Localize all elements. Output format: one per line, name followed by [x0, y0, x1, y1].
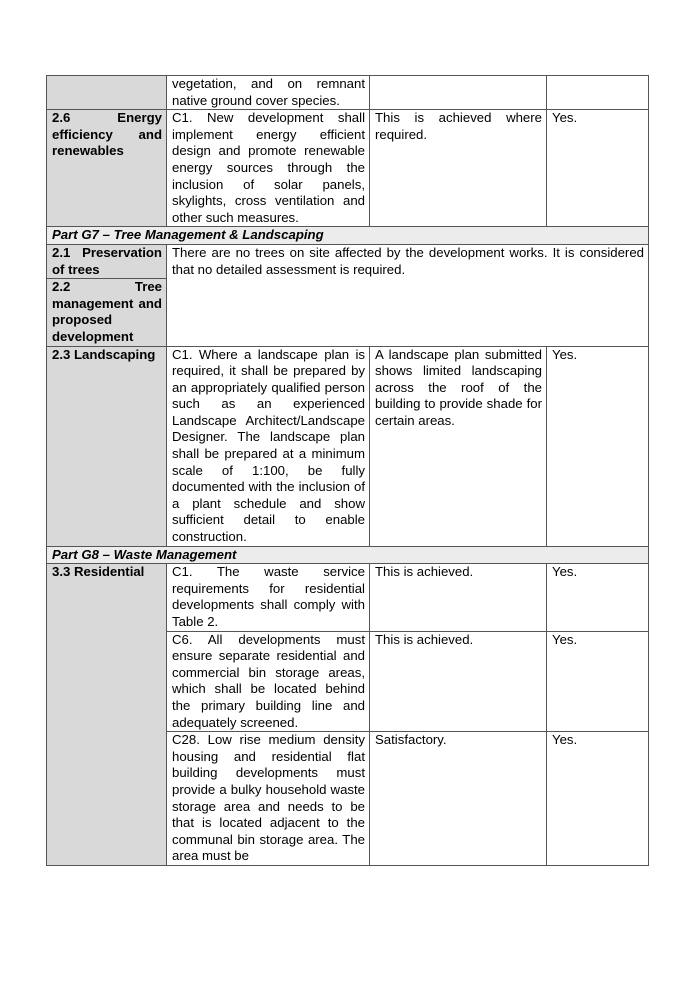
response-cell: [370, 76, 547, 110]
heading-cell: 3.3 Residential: [47, 564, 167, 866]
section-title: Part G7 – Tree Management & Landscaping: [47, 227, 649, 245]
response-cell: This is achieved.: [370, 564, 547, 631]
heading-tree-management: 2.2 Tree management and proposed development: [47, 278, 166, 345]
response-cell: A landscape plan submitted shows limited landscaping across the roof of the building to provide shade for certain areas.: [370, 346, 547, 546]
control-cell: C1. Where a landscape plan is required, it shall be prepared by an appropriately qualified person such as an experienced Landscape Architect/Landscape Designer. The landscape plan shall be prepared at a minimum scale of 1:100, be fully documented with the inclusion of a plant schedule and show sufficient detail to enable construction.: [167, 346, 370, 546]
complies-cell: Yes.: [547, 110, 649, 227]
section-title: Part G8 – Waste Management: [47, 546, 649, 564]
control-cell: C28. Low rise medium density housing and residential flat building developments must provide a bulky household waste storage area and needs to be that is located adjacent to the communal bin storage area. The area must be: [167, 732, 370, 866]
control-cell: vegetation, and on remnant native ground cover species.: [167, 76, 370, 110]
section-row: [47, 227, 649, 245]
complies-cell: Yes.: [547, 732, 649, 866]
complies-cell: Yes.: [547, 564, 649, 631]
control-cell: C1. The waste service requirements for residential developments shall comply with Table 2.: [167, 564, 370, 631]
response-cell: This is achieved.: [370, 631, 547, 732]
dcp-compliance-table: [46, 75, 649, 866]
complies-cell: [547, 76, 649, 110]
heading-preservation: 2.1 Preservation of trees: [52, 244, 162, 277]
heading-cell: 2.6 Energy efficiency and renewables: [47, 110, 167, 227]
table-row: [47, 76, 649, 110]
control-cell: C1. New development shall implement energy efficient design and promote renewable energy sources through the inclusion of solar panels, skylights, cross ventilation and other such measures.: [167, 110, 370, 227]
heading-cell: [47, 76, 167, 110]
control-cell: C6. All developments must ensure separate residential and commercial bin storage areas, which shall be located behind the primary building line and adequately screened.: [167, 631, 370, 732]
table-row: [47, 346, 649, 546]
heading-cell: [47, 244, 167, 346]
trees-note: There are no trees on site affected by the development works. It is considered that no detailed assessment is required.: [167, 244, 649, 346]
table-row: [47, 110, 649, 227]
complies-cell: Yes.: [547, 631, 649, 732]
response-cell: Satisfactory.: [370, 732, 547, 866]
complies-cell: Yes.: [547, 346, 649, 546]
response-cell: This is achieved where required.: [370, 110, 547, 227]
heading-cell: 2.3 Landscaping: [47, 346, 167, 546]
section-row: [47, 546, 649, 564]
table-row: [47, 564, 649, 631]
table-row: [47, 244, 649, 346]
